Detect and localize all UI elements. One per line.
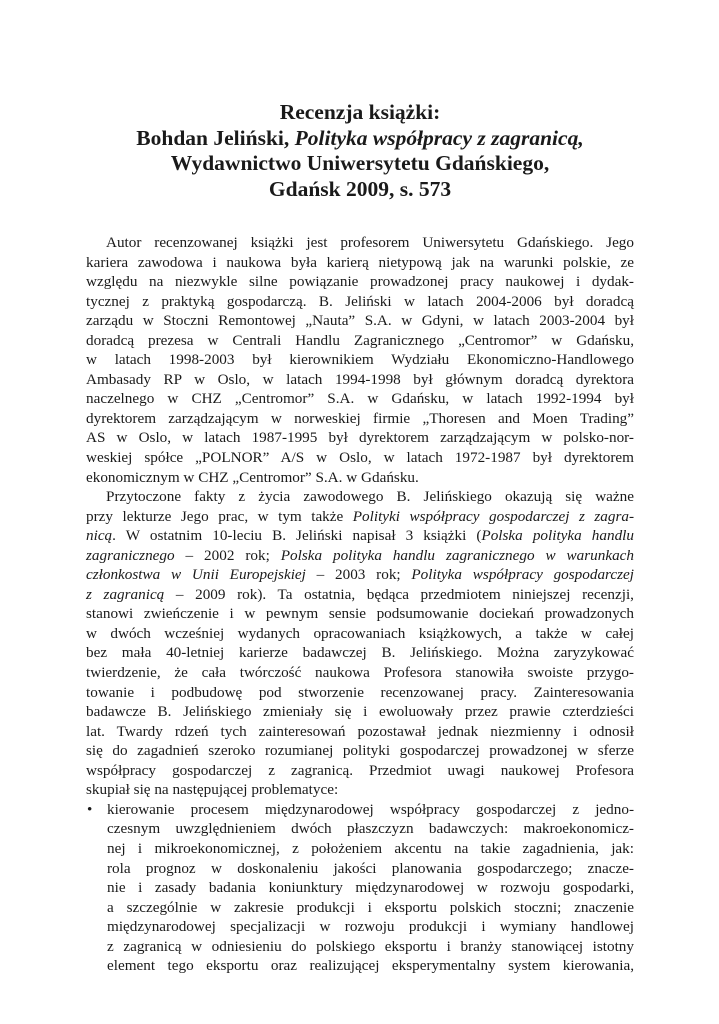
text-line: w latach 1998-2003 był kierownikiem Wydziału Ekonomiczno-Handlowego [86, 351, 634, 369]
text-span: przy lekturze Jego prac, w tym także [86, 507, 353, 525]
text-line [86, 800, 634, 820]
text-line [86, 565, 634, 585]
text-line [86, 507, 634, 527]
text-line: doradcą prezesa w Centrali Handlu Zagranicznego „Centromor” w Gdańsku, [86, 331, 634, 349]
text-line: twierdzenie, że cała twórczość naukowa Profesora stanowiła swoiste przygo- [86, 664, 634, 682]
title-line-1: Recenzja książki: [279, 100, 441, 124]
text-line: bez mała 40-letniej karierze badawczej B. Jelińskiego. Można zaryzykować [86, 644, 634, 662]
italic-title: Polityki współpracy gospodarczej z zagra- [352, 507, 635, 525]
text-line: czesnym uwzględnieniem dwóch płaszczyzn badawczych: makroekonomicz- [107, 820, 634, 838]
paragraph-1 [86, 233, 634, 487]
paragraph-2 [86, 487, 634, 800]
text-span: – 2009 rok). Ta ostatnia, będąca przedmiotem niniejszej recenzji, [164, 585, 634, 603]
text-line: względu na niezwykle silne powiązanie prowadzonej pracy naukowej i dydak- [86, 273, 634, 291]
italic-title: Polityka współpracy gospodarczej [411, 566, 635, 584]
text-line [86, 526, 634, 546]
italic-title: Polska polityka handlu zagranicznego w warunkach [280, 546, 635, 564]
bullet-item [86, 800, 634, 976]
text-line: AS w Oslo, w latach 1987-1995 był dyrektorem zarządzającym w polsko-nor- [86, 429, 634, 447]
text-span: kierowanie procesem międzynarodowej współpracy gospodarczej z jedno- [107, 800, 634, 818]
book-title: Polityka współpracy z zagranicą, [294, 125, 584, 150]
text-line: a szczególnie w zakresie produkcji i eksportu polskich stoczni; znaczenie [107, 898, 634, 916]
text-line: Przytoczone fakty z życia zawodowego B. Jelińskiego okazują się ważne [106, 488, 634, 506]
text-line: międzynarodowej specjalizacji w rozwoju produkcji i wymiany handlowej [107, 918, 634, 936]
text-line: nej i mikroekonomicznej, z położeniem akcentu na takie zagadnienia, jak: [107, 839, 634, 857]
text-line: z zagranicą w odniesieniu do polskiego eksportu i branży stanowiącej istotny [107, 937, 634, 955]
text-span: – 2002 rok; [174, 546, 281, 564]
text-line: Autor recenzowanej książki jest profesorem Uniwersytetu Gdańskiego. Jego [106, 234, 634, 251]
text-line: stanowi zwieńczenie i w pewnym sensie podsumowanie dociekań prowadzonych [86, 605, 634, 623]
text-line: badawcze B. Jelińskiego zmieniały się i ewoluowały przez prawie czterdzieści [86, 703, 634, 721]
text-line: element tego eksportu oraz realizującej eksperymentalny system kierowania, [107, 957, 634, 975]
italic-title: z zagranicą [86, 585, 165, 603]
review-title [86, 100, 634, 202]
italic-title: zagranicznego [86, 546, 175, 564]
text-line: towanie i podbudowę pod stworzenie recenzowanej pracy. Zainteresowania [86, 683, 634, 701]
text-line: rola prognoz w doskonaleniu jakości planowania gospodarczego; znacze- [107, 859, 634, 877]
text-line: Ambasady RP w Oslo, w latach 1994-1998 był głównym doradcą dyrektora [86, 370, 634, 388]
text-line [86, 546, 634, 566]
text-line: weskiej spółce „POLNOR” A/S w Oslo, w latach 1972-1987 był dyrektorem [86, 449, 634, 467]
text-line: się do zagadnień szeroko rozumianej polityki gospodarczej prowadzonej w sferze [86, 742, 634, 760]
text-line: kariera zawodowa i naukowa była karierą nietypową jak na warunki polskie, ze [86, 253, 634, 271]
text-line: nie i zasady badania koniunktury międzynarodowej w rozwoju gospodarki, [107, 879, 634, 897]
italic-title: Polska polityka handlu [481, 527, 634, 545]
text-line: tycznej z praktyką gospodarczą. B. Jeliński w latach 2004-2006 był doradcą [86, 292, 634, 310]
italic-title: nicą [86, 527, 113, 545]
title-line-4: Gdańsk 2009, s. 573 [268, 176, 452, 201]
text-span: . W ostatnim 10-leciu B. Jeliński napisał 3 książki ( [112, 527, 482, 545]
text-line: współpracy gospodarczej z zagranicą. Przedmiot uwagi naukowej Profesora [86, 761, 634, 779]
italic-title: członkostwa w Unii Europejskiej [86, 566, 306, 584]
text-line: zarządu w Stoczni Remontowej „Nauta” S.A. w Gdyni, w latach 2003-2004 był [86, 312, 634, 330]
book-author: Bohdan Jeliński, [136, 125, 295, 150]
text-line: naczelnego w CHZ „Centromor” S.A. w Gdańsku, w latach 1992-1994 był [86, 390, 634, 408]
title-line-3: Wydawnictwo Uniwersytetu Gdańskiego, [170, 151, 550, 175]
text-line: dyrektorem zarządzającym w norweskiej firmie „Thoresen and Moen Trading” [86, 409, 634, 427]
bullet-marker: • [87, 800, 93, 818]
text-line: w dwóch wcześniej wydanych opracowaniach książkowych, a także w całej [86, 624, 634, 642]
text-line [86, 585, 634, 605]
text-line: ekonomicznym w CHZ „Centromor” S.A. w Gdańsku. [86, 468, 419, 486]
title-line-2 [86, 126, 634, 152]
text-line: lat. Twardy rdzeń tych zainteresowań pozostawał jednak niezmienny i odnosił [86, 722, 634, 740]
text-span: – 2003 rok; [305, 566, 412, 584]
text-line: skupiał się na następującej problematyce: [86, 781, 339, 799]
review-body [86, 233, 634, 976]
